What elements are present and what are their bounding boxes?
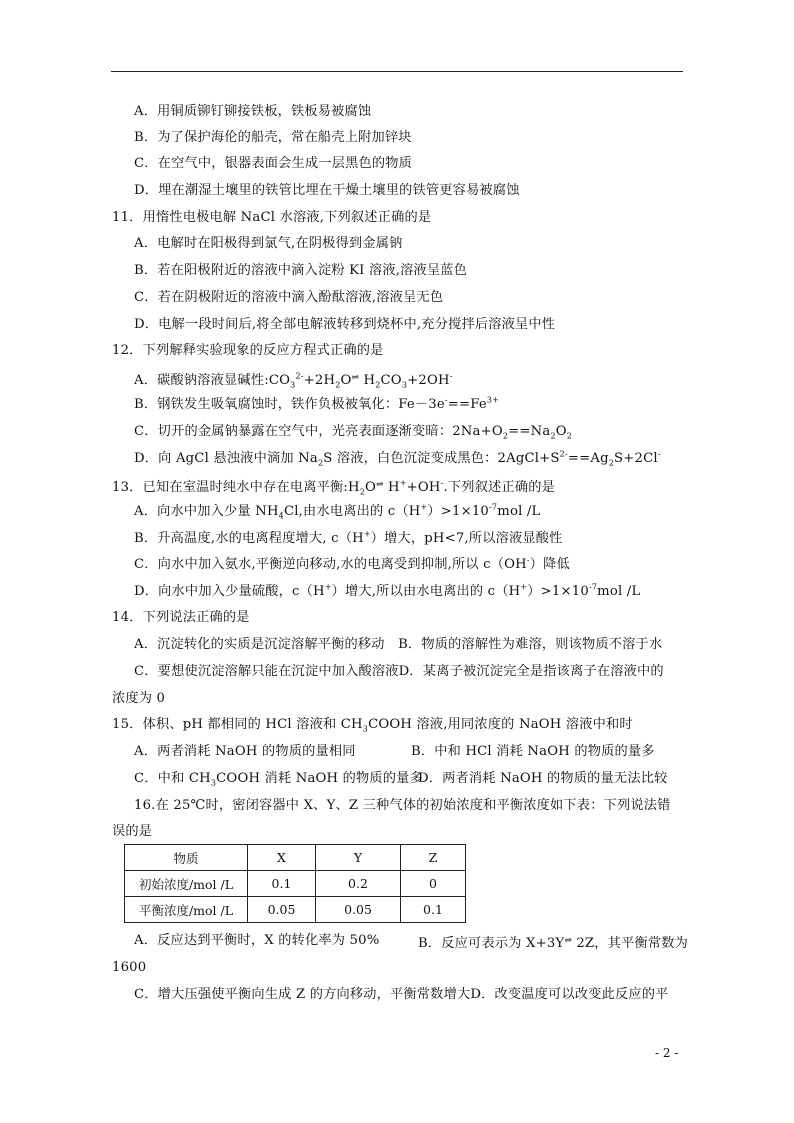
q15c-text: C．中和 CH	[134, 771, 211, 786]
q10-option-c: C．在空气中，银器表面会生成一层黑色的物质	[134, 156, 413, 171]
table-header-cell: X	[248, 845, 316, 871]
sup-minus: -	[449, 371, 453, 381]
reversible-arrow-icon	[376, 476, 388, 494]
q16-stem-cont: 误的是	[112, 824, 153, 839]
sub-3: 3	[210, 778, 217, 788]
q13-option-c	[134, 556, 570, 574]
sup-plus: +	[520, 582, 528, 592]
q16-stem: 16.在 25℃时，密闭容器中 X、Y、Z 三种气体的初始浓度和平衡浓度如下表：下列说法错	[134, 798, 671, 813]
q12-option-a	[134, 369, 453, 390]
q16-option-b	[418, 932, 688, 953]
q13-option-a	[134, 503, 541, 521]
q13-text: 13．已知在室温时纯水中存在电离平衡:H	[112, 480, 360, 495]
q12d-text3: ==Ag	[567, 451, 609, 466]
q16-option-a: A．反应达到平衡时，X 的转化率为 50%	[134, 933, 380, 948]
q12-option-c	[134, 423, 572, 441]
sup-neg7: -7	[489, 502, 498, 512]
sup-2minus: 2-	[295, 371, 304, 381]
sub-4: 4	[278, 511, 284, 521]
sub-2: 2	[608, 458, 615, 468]
table-row	[125, 897, 466, 923]
q10-option-a: A．用铜质铆钉铆接铁板，铁板易被腐蚀	[134, 104, 372, 119]
q15-option-c	[134, 770, 423, 788]
sub-2: 2	[502, 431, 509, 441]
q15-option-b: B．中和 HCl 消耗 NaOH 的物质的量多	[411, 744, 655, 759]
q13a-text3: ）>1×10	[427, 504, 490, 519]
q13-text5: .下列叙述正确的是	[443, 480, 556, 495]
table-cell: 平衡浓度/mol /L	[125, 897, 248, 923]
table-cell: 0.2	[316, 871, 401, 897]
q13d-text2: ）增大,所以由水电离出的 c（H	[331, 584, 521, 599]
q12d-text2: S 溶液，白色沉淀变成黑色：2AgCl+S	[323, 451, 560, 466]
table-header-cell: Z	[401, 845, 466, 871]
q16-option-b-cont: 1600	[112, 960, 147, 975]
sup-2minus: 2-	[559, 449, 568, 459]
sup-minus: -	[440, 478, 444, 488]
q14-options-ab: A．沉淀转化的实质是沉淀溶解平衡的移动 B．物质的溶解性为难溶，则该物质不溶于水	[134, 637, 663, 652]
concentration-table	[124, 844, 466, 923]
table-header-cell: Y	[316, 845, 401, 871]
q12-stem: 12．下列解释实验现象的反应方程式正确的是	[112, 343, 384, 358]
q13a-text2: Cl,由水电离出的 c（H	[283, 504, 421, 519]
q11-stem: 11．用惰性电极电解 NaCl 水溶液,下列叙述正确的是	[112, 210, 432, 225]
q13a-text4: mol /L	[497, 504, 541, 519]
q14-options-cd-cont: 浓度为 0	[112, 691, 166, 706]
q10-option-b: B．为了保护海伦的船壳，常在船壳上附加锌块	[134, 130, 412, 145]
q13b-text: B．升高温度,水的电离程度增大, c（H	[134, 531, 364, 546]
reversible-arrow-icon	[564, 932, 576, 950]
table-header-cell: 物质	[125, 845, 248, 871]
q11-option-c: C．若在阴极附近的溶液中滴入酚酞溶液,溶液呈无色	[134, 290, 444, 305]
q11-option-a: A．电解时在阳极得到氯气,在阴极得到金属钠	[134, 236, 403, 251]
q11-option-b: B．若在阳极附近的溶液中滴入淀粉 KI 溶液,溶液呈蓝色	[134, 263, 468, 278]
sup-plus: +	[324, 582, 332, 592]
table-cell: 0.05	[316, 897, 401, 923]
sub-3: 3	[362, 724, 369, 734]
q12-option-b	[134, 396, 499, 414]
q13-option-d	[134, 583, 640, 601]
table-header-row	[125, 845, 466, 871]
q12a-text4: H	[363, 373, 376, 388]
table-cell: 0.1	[401, 897, 466, 923]
q12b-text: B．钢铁发生吸氧腐蚀时，铁作负极被氧化：Fe－3e	[134, 397, 445, 412]
sub-2: 2	[566, 431, 573, 441]
q15-stem	[112, 716, 633, 734]
sup-3plus: 3+	[486, 395, 500, 405]
sub-2: 2	[550, 431, 556, 441]
sub-2: 2	[359, 487, 366, 497]
q15-text: 15．体积、pH 都相同的 HCl 溶液和 CH	[112, 717, 363, 732]
sub-2: 2	[375, 380, 381, 390]
sup-minus: -	[657, 449, 661, 459]
q12c-text: C．切开的金属钠暴露在空气中，光亮表面逐渐变暗：2Na+O	[134, 424, 503, 439]
table-cell: 0.1	[248, 871, 316, 897]
q12b-text2: ==Fe	[447, 397, 487, 412]
q15-option-d: D．两者消耗 NaOH 的物质的量无法比较	[418, 771, 668, 786]
q13d-text: D．向水中加入少量硫酸，c（H	[134, 584, 325, 599]
sub-3: 3	[401, 380, 408, 390]
q16b-text: B．反应可表示为 X+3Y	[418, 936, 565, 951]
q13a-text: A．向水中加入少量 NH	[134, 504, 279, 519]
q13-stem	[112, 476, 555, 497]
q12d-text4: S+2Cl	[614, 451, 658, 466]
sub-2: 2	[335, 380, 341, 390]
header-rule	[111, 71, 683, 72]
q10-option-d: D．埋在潮湿土壤里的铁管比埋在干燥土壤里的铁管更容易被腐蚀	[134, 183, 520, 198]
q13c-text2: ）降低	[529, 557, 570, 572]
sub-2: 2	[317, 458, 324, 468]
q12a-text: A．碳酸钠溶液显碱性:CO	[134, 373, 291, 388]
reversible-arrow-icon	[352, 369, 364, 387]
q15c-text2: COOH 消耗 NaOH 的物质的量多	[216, 771, 423, 786]
q13d-text4: mol /L	[597, 584, 641, 599]
q13-option-b	[134, 530, 563, 548]
q13-text2: O	[365, 480, 377, 495]
q12a-text3: O	[340, 373, 352, 388]
q15-option-a: A．两者消耗 NaOH 的物质的量相同	[134, 744, 356, 759]
page-number: - 2 -	[655, 1046, 679, 1060]
sup-plus: +	[399, 478, 407, 488]
sup-minus: -	[526, 555, 530, 565]
table-cell: 0.05	[248, 897, 316, 923]
q13-text3: H	[388, 480, 400, 495]
q12c-text3: O	[555, 424, 567, 439]
q15-text2: COOH 溶液,用同浓度的 NaOH 溶液中和时	[368, 717, 633, 732]
q16-options-cd: C．增大压强使平衡向生成 Z 的方向移动，平衡常数增大D．改变温度可以改变此反应的平	[134, 987, 669, 1002]
table-cell: 0	[401, 871, 466, 897]
q11-option-d: D．电解一段时间后,将全部电解液转移到烧杯中,充分搅拌后溶液呈中性	[134, 317, 556, 332]
q12-option-d	[134, 450, 661, 468]
sub-3: 3	[290, 380, 296, 390]
q14-stem: 14．下列说法正确的是	[112, 610, 250, 625]
q13d-text3: ）>1×10	[527, 584, 589, 599]
sup-neg7: -7	[588, 582, 598, 592]
q13b-text2: ）增大，pH<7,所以溶液显酸性	[370, 531, 563, 546]
sup-minus: -	[444, 395, 448, 405]
q13c-text: C．向水中加入氨水,平衡逆向移动,水的电离受到抑制,所以 c（OH	[134, 557, 527, 572]
q16b-text2: 2Z，其平衡常数为	[576, 936, 689, 951]
q13-text4: +OH	[406, 480, 441, 495]
q12c-text2: ==Na	[508, 424, 551, 439]
q12a-text6: +2OH	[407, 373, 450, 388]
sup-plus: +	[363, 529, 371, 539]
sup-plus: +	[420, 502, 428, 512]
q12d-text: D．向 AgCl 悬浊液中滴加 Na	[134, 451, 318, 466]
table-cell: 初始浓度/mol /L	[125, 871, 248, 897]
q12a-text5: CO	[380, 373, 402, 388]
q14-options-cd: C．要想使沉淀溶解只能在沉淀中加入酸溶液D．某离子被沉淀完全是指该离子在溶液中的	[134, 664, 664, 679]
q12a-text2: +2H	[303, 373, 336, 388]
table-row	[125, 871, 466, 897]
